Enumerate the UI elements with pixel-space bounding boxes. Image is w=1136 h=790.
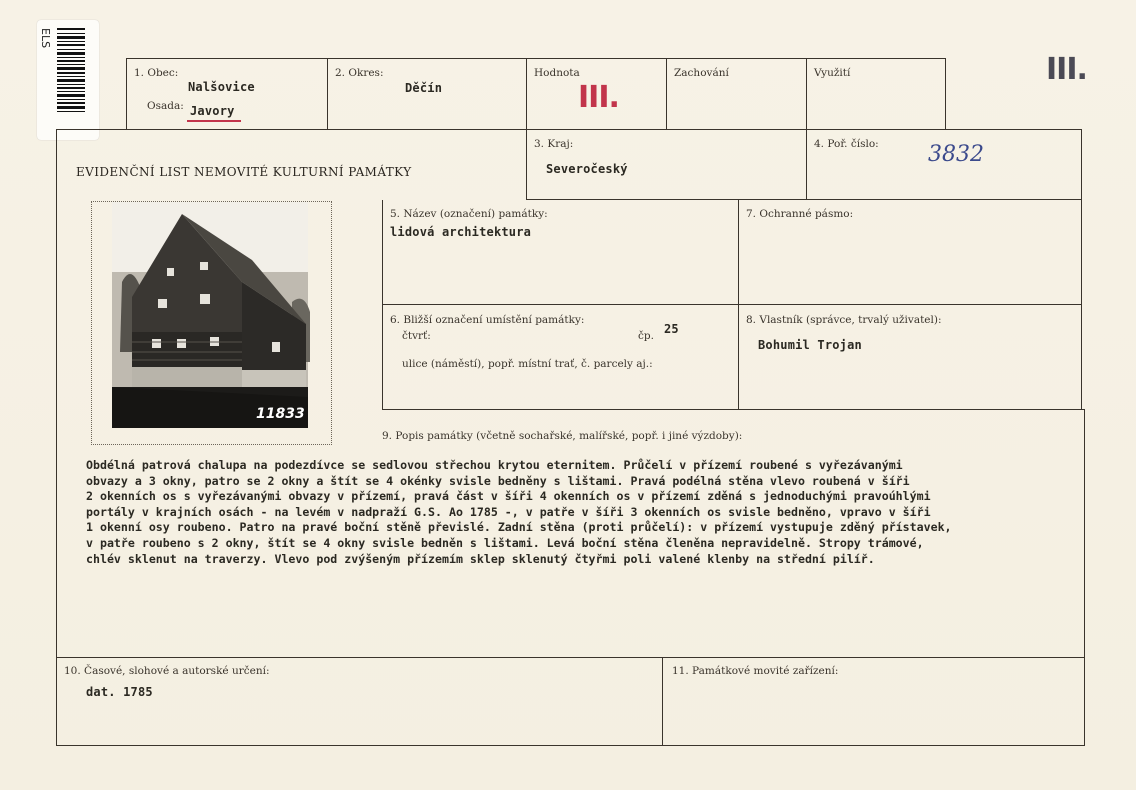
por-cislo-label: 4. Poř. číslo:: [814, 138, 879, 150]
kraj-value: Severočeský: [546, 162, 628, 176]
vlastnik-label: 8. Vlastník (správce, trvalý uživatel):: [746, 314, 942, 326]
okres-value: Děčín: [405, 81, 443, 95]
osada-value: Javory: [190, 104, 235, 118]
ochranne-label: 7. Ochranné pásmo:: [746, 208, 854, 220]
blizsi-label: 6. Bližší označení umístění památky:: [390, 314, 585, 326]
movite-label: 11. Památkové movité zařízení:: [672, 665, 839, 677]
por-cislo-value: 3832: [928, 142, 984, 167]
form-title: EVIDENČNÍ LIST NEMOVITÉ KULTURNÍ PAMÁTKY: [76, 165, 412, 179]
description-line: portály v krajních osách - na levém v nadpraží G.S. Ao 1785 -, v patře v šíři 3 okenních os svisle bedněno, vpravo v šíři: [86, 504, 931, 519]
osada-label: Osada:: [147, 100, 184, 112]
casove-value: dat. 1785: [86, 685, 153, 699]
hodnota-label: Hodnota: [534, 67, 580, 79]
description-line: 1 okenní osy roubeno. Patro na pravé boční stěně převislé. Zadní stěna (proti průčelí): v přízemí vystupuje zděný přístavek,: [86, 520, 952, 535]
description-line: 2 okenních os s vyřezávanými obvazy v přízemí, pravá část v šíři 4 okenních os v přízemí zděná s jednoduchými pravoúhlými: [86, 489, 931, 504]
kraj-label: 3. Kraj:: [534, 138, 574, 150]
obec-label: 1. Obec:: [134, 67, 179, 79]
ulice-label: ulice (náměstí), popř. místní trať, č. parcely aj.:: [402, 358, 653, 370]
vlastnik-value: Bohumil Trojan: [758, 338, 862, 352]
casove-label: 10. Časové, slohové a autorské určení:: [64, 665, 270, 677]
vyuziti-label: Využití: [814, 67, 851, 79]
nazev-value: lidová architektura: [390, 225, 532, 239]
description-line: chlév sklenut na traverzy. Vlevo pod zvýšeným přízemím sklep sklenutý čtyřmi poli valené klenby na střední pilíř.: [86, 551, 875, 566]
photo-number: 11833: [256, 406, 305, 422]
classification-mark: III.: [1046, 52, 1087, 87]
description-line: v patře roubeno s 2 okny, štít se 4 okny svisle bedněn s lištami. Levá boční stěna členěna nepravidelně. Stropy trámové,: [86, 535, 924, 550]
cp-label: čp.: [638, 330, 654, 342]
description-line: Obdélná patrová chalupa na podezdívce se sedlovou střechou krytou eternitem. Průčelí v přízemí roubené s vyřezávanými: [86, 458, 903, 472]
barcode-text: ELS: [39, 28, 52, 49]
obec-value: Nalšovice: [188, 80, 255, 94]
description: [86, 458, 1086, 567]
nazev-label: 5. Název (označení) památky:: [390, 208, 548, 220]
description-line: obvazy a 3 okny, patro se 2 okny a štít se 4 okénky svisle bedněny s lištami. Pravá podélná stěna vlevo roubená v šíři: [86, 473, 910, 488]
cp-value: 25: [664, 322, 679, 336]
okres-label: 2. Okres:: [335, 67, 384, 79]
ctvrt-label: čtvrť:: [402, 330, 431, 342]
photo-frame: [91, 201, 332, 445]
hodnota-value: III.: [578, 80, 619, 115]
zachovani-label: Zachování: [674, 67, 729, 79]
osada-underline: [187, 120, 241, 122]
popis-label: 9. Popis památky (včetně sochařské, malířské, popř. i jiné výzdoby):: [382, 430, 743, 442]
